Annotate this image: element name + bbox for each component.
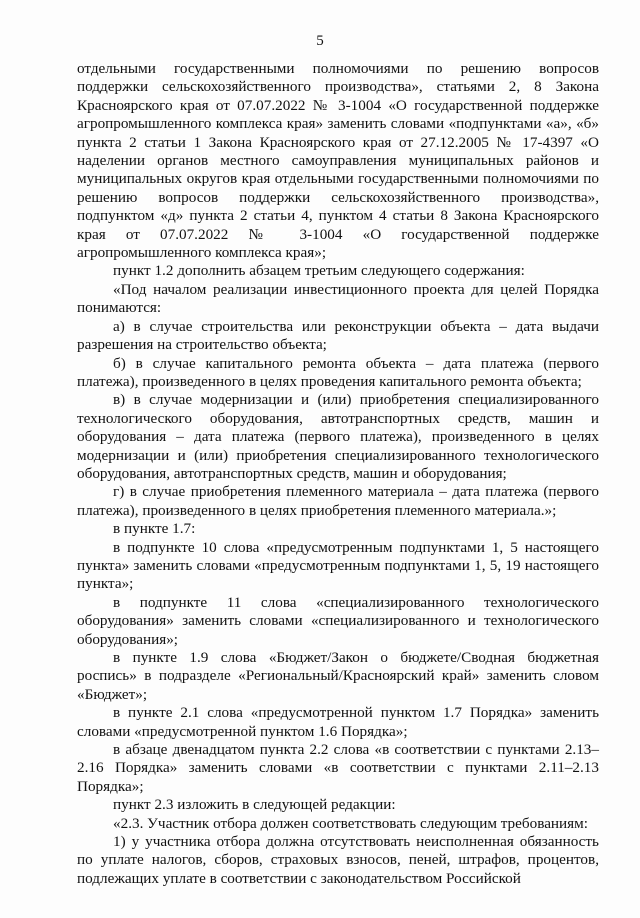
paragraph: «Под началом реализации инвестиционного проекта для целей Порядка понимаются: [77,280,599,317]
paragraph: а) в случае строительства или реконструкции объекта – дата выдачи разрешения на строительство объекта; [77,317,599,354]
paragraph: б) в случае капитального ремонта объекта – дата платежа (первого платежа), произведенного в целях проведения капитального ремонта объекта; [77,354,599,390]
paragraph: в пункте 1.9 слова «Бюджет/Закон о бюджете/Сводная бюджетная роспись» в подразделе «Региональный/Красноярский край» заменить словом «Бюджет»; [77,649,599,703]
page-number: 5 [316,33,324,49]
paragraph: в) в случае модернизации и (или) приобретения специализированного технологического оборудования, автотранспортных средств, машин и оборудования – дата платежа (первого платежа), произведенного в целях модернизации и (или) приобретения специализированного технологического оборудования, автотранспортных средств, машин и оборудования; [77,391,599,482]
paragraph: в пункте 2.1 слова «предусмотренной пунктом 1.7 Порядка» заменить словами «предусмотренной пунктом 1.6 Порядка»; [77,704,599,740]
paragraph: в подпункте 11 слова «специализированного технологического оборудования» заменить словами «специализированного и технологического оборудования»; [77,593,599,648]
paragraph: г) в случае приобретения племенного материала – дата платежа (первого платежа), произведенного в целях приобретения племенного материала.»; [77,483,599,519]
paragraph: в абзаце двенадцатом пункта 2.2 слова «в соответствии с пунктами 2.13–2.16 Порядка» заменить словами «в соответствии с пунктами 2.11–2.13 Порядка»; [77,741,599,795]
paragraph: в пункте 1.7: [113,520,196,538]
paragraph: отдельными государственными полномочиями по решению вопросов поддержки сельскохозяйственного производства», статьями 2, 8 Закона Красноярского края от 07.07.2022 № 3-1004 «О государственной поддержке агропромышленного комплекса края» заменить словами «подпунктами «а», «б» пункта 2 статьи 1 Закона Красноярского края от 27.12.2005 № 17-4397 «О наделении органов местного самоуправления муниципальных районов и муниципальных округов края отдельными государственными полномочиями по решению вопросов поддержки сельскохозяйственного производства», подпунктом «д» пункта 2 статьи 4, пунктом 4 статьи 8 Закона Красноярского края от 07.07.2022 № 3-1004 «О государственной поддержке агропромышленного комплекса края»; [77,60,599,262]
paragraph: 1) у участника отбора должна отсутствовать неисполненная обязанность по уплате налогов, сборов, страховых взносов, пеней, штрафов, процентов, подлежащих уплате в соответствии с законодательством Российской [77,833,599,887]
paragraph: «2.3. Участник отбора должен соответствовать следующим требованиям: [113,814,589,832]
paragraph: пункт 1.2 дополнить абзацем третьим следующего содержания: [113,262,525,280]
document-body [77,60,599,888]
paragraph: в подпункте 10 слова «предусмотренным подпунктами 1, 5 настоящего пункта» заменить словами «предусмотренным подпунктами 1, 5, 19 настоящего пункта»; [77,538,599,593]
paragraph: пункт 2.3 изложить в следующей редакции: [113,796,396,814]
